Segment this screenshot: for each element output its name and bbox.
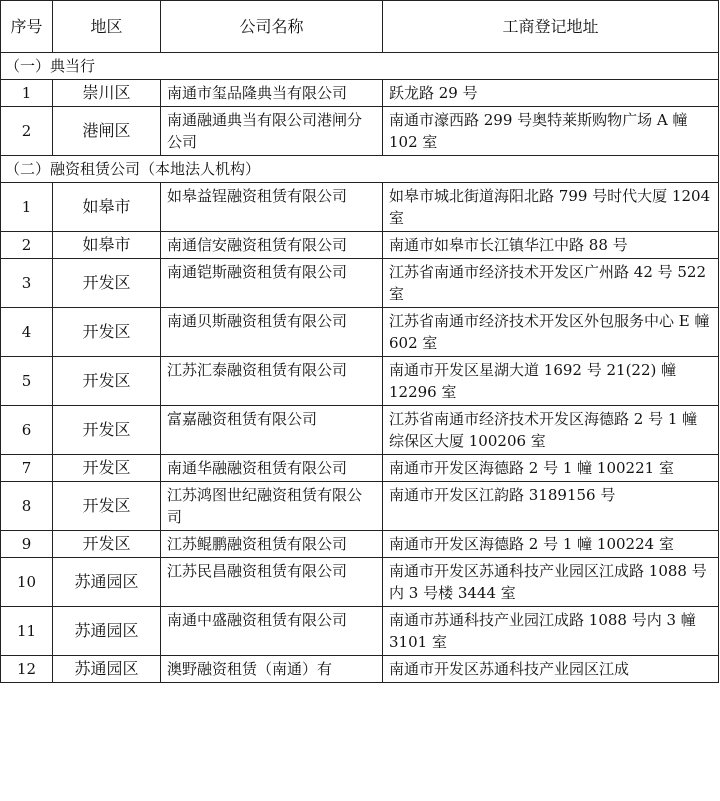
cell-serial-number: 8 xyxy=(1,482,53,531)
cell-company-name: 江苏民昌融资租赁有限公司 xyxy=(161,558,383,607)
cell-registered-address: 南通市濠西路 299 号奥特莱斯购物广场 A 幢 102 室 xyxy=(383,107,719,156)
header-registered-address: 工商登记地址 xyxy=(383,1,719,53)
cell-registered-address: 江苏省南通市经济技术开发区广州路 42 号 522 室 xyxy=(383,259,719,308)
cell-serial-number: 2 xyxy=(1,107,53,156)
table-row xyxy=(1,357,719,406)
cell-company-name: 南通华融融资租赁有限公司 xyxy=(161,455,383,482)
cell-region: 开发区 xyxy=(53,357,161,406)
table-row xyxy=(1,607,719,656)
table-row xyxy=(1,406,719,455)
cell-serial-number: 10 xyxy=(1,558,53,607)
cell-registered-address: 如皋市城北街道海阳北路 799 号时代大厦 1204 室 xyxy=(383,183,719,232)
cell-registered-address: 南通市开发区苏通科技产业园区江成路 1088 号内 3 号楼 3444 室 xyxy=(383,558,719,607)
cell-region: 如皋市 xyxy=(53,232,161,259)
cell-region: 崇川区 xyxy=(53,80,161,107)
cell-registered-address: 南通市开发区苏通科技产业园区江成 xyxy=(383,656,719,683)
cell-company-name: 南通贝斯融资租赁有限公司 xyxy=(161,308,383,357)
cell-registered-address: 南通市开发区星湖大道 1692 号 21(22) 幢 12296 室 xyxy=(383,357,719,406)
cell-region: 苏通园区 xyxy=(53,607,161,656)
cell-serial-number: 7 xyxy=(1,455,53,482)
cell-registered-address: 南通市苏通科技产业园江成路 1088 号内 3 幢 3101 室 xyxy=(383,607,719,656)
cell-registered-address: 南通市开发区江韵路 3189156 号 xyxy=(383,482,719,531)
cell-company-name: 江苏汇泰融资租赁有限公司 xyxy=(161,357,383,406)
cell-company-name: 南通融通典当有限公司港闸分公司 xyxy=(161,107,383,156)
table-row xyxy=(1,558,719,607)
table-header-row xyxy=(1,1,719,53)
cell-region: 苏通园区 xyxy=(53,656,161,683)
cell-serial-number: 1 xyxy=(1,183,53,232)
section-title: （二）融资租赁公司（本地法人机构） xyxy=(1,156,719,183)
cell-region: 开发区 xyxy=(53,308,161,357)
cell-serial-number: 2 xyxy=(1,232,53,259)
table-row xyxy=(1,183,719,232)
cell-registered-address: 南通市如皋市长江镇华江中路 88 号 xyxy=(383,232,719,259)
header-company-name: 公司名称 xyxy=(161,1,383,53)
cell-company-name: 南通中盛融资租赁有限公司 xyxy=(161,607,383,656)
table-row xyxy=(1,531,719,558)
cell-registered-address: 南通市开发区海德路 2 号 1 幢 100221 室 xyxy=(383,455,719,482)
cell-serial-number: 6 xyxy=(1,406,53,455)
table-row xyxy=(1,455,719,482)
section-title: （一）典当行 xyxy=(1,53,719,80)
cell-company-name: 澳野融资租赁（南通）有 xyxy=(161,656,383,683)
cell-region: 苏通园区 xyxy=(53,558,161,607)
cell-registered-address: 跃龙路 29 号 xyxy=(383,80,719,107)
cell-company-name: 南通市玺品隆典当有限公司 xyxy=(161,80,383,107)
cell-company-name: 富嘉融资租赁有限公司 xyxy=(161,406,383,455)
table-row xyxy=(1,656,719,683)
cell-registered-address: 南通市开发区海德路 2 号 1 幢 100224 室 xyxy=(383,531,719,558)
cell-serial-number: 11 xyxy=(1,607,53,656)
cell-serial-number: 1 xyxy=(1,80,53,107)
cell-region: 开发区 xyxy=(53,482,161,531)
cell-region: 开发区 xyxy=(53,455,161,482)
table-row xyxy=(1,232,719,259)
header-serial-number: 序号 xyxy=(1,1,53,53)
cell-region: 开发区 xyxy=(53,259,161,308)
header-region: 地区 xyxy=(53,1,161,53)
table-row xyxy=(1,482,719,531)
cell-serial-number: 4 xyxy=(1,308,53,357)
cell-company-name: 南通信安融资租赁有限公司 xyxy=(161,232,383,259)
cell-region: 如皋市 xyxy=(53,183,161,232)
cell-company-name: 如皋益锃融资租赁有限公司 xyxy=(161,183,383,232)
table-row xyxy=(1,107,719,156)
table-body xyxy=(1,53,719,683)
cell-serial-number: 3 xyxy=(1,259,53,308)
table-row xyxy=(1,308,719,357)
table-row xyxy=(1,80,719,107)
section-header-row xyxy=(1,53,719,80)
cell-registered-address: 江苏省南通市经济技术开发区海德路 2 号 1 幢综保区大厦 100206 室 xyxy=(383,406,719,455)
section-header-row xyxy=(1,156,719,183)
cell-serial-number: 5 xyxy=(1,357,53,406)
cell-company-name: 江苏鸿图世纪融资租赁有限公司 xyxy=(161,482,383,531)
cell-company-name: 江苏鲲鹏融资租赁有限公司 xyxy=(161,531,383,558)
cell-registered-address: 江苏省南通市经济技术开发区外包服务中心 E 幢 602 室 xyxy=(383,308,719,357)
cell-region: 开发区 xyxy=(53,406,161,455)
cell-company-name: 南通铠斯融资租赁有限公司 xyxy=(161,259,383,308)
table-row xyxy=(1,259,719,308)
cell-serial-number: 9 xyxy=(1,531,53,558)
cell-region: 港闸区 xyxy=(53,107,161,156)
cell-serial-number: 12 xyxy=(1,656,53,683)
cell-region: 开发区 xyxy=(53,531,161,558)
